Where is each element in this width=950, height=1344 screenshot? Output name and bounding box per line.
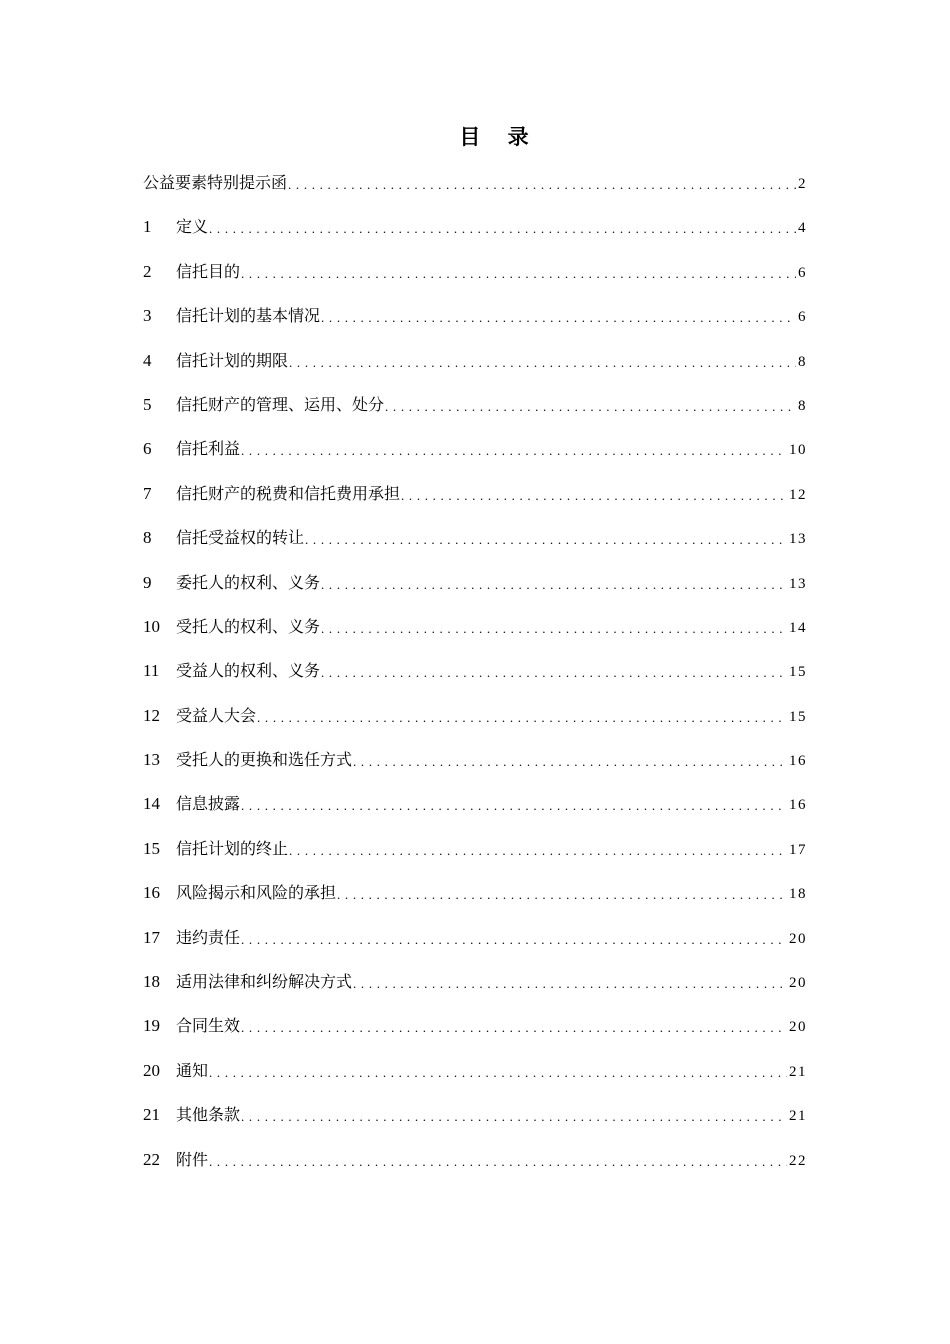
toc-entry-title: 受益人的权利、义务 — [176, 661, 321, 681]
toc-entry-page-number: 14 — [789, 619, 807, 636]
toc-entry[interactable] — [143, 834, 807, 878]
toc-entry[interactable] — [143, 612, 807, 656]
toc-dot-leader — [337, 879, 787, 910]
toc-entry-page-number: 21 — [789, 1108, 807, 1125]
toc-entry-page-number: 2 — [798, 176, 807, 192]
toc-entry-number: 6 — [143, 439, 152, 459]
toc-entry[interactable] — [143, 701, 807, 745]
toc-entry-number: 9 — [143, 572, 152, 592]
toc-entry-page-number: 22 — [789, 1152, 807, 1169]
toc-dot-leader — [353, 746, 787, 777]
toc-entry[interactable] — [143, 212, 807, 256]
toc-entry[interactable] — [143, 1145, 807, 1189]
toc-entry[interactable] — [143, 967, 807, 1011]
toc-entry[interactable] — [143, 301, 807, 345]
toc-entry[interactable] — [143, 1011, 807, 1055]
toc-entry-number: 20 — [143, 1060, 160, 1080]
toc-entry[interactable] — [143, 745, 807, 789]
toc-entry-page-number: 17 — [789, 841, 807, 858]
toc-dot-leader — [241, 790, 787, 821]
toc-entry-title: 违约责任 — [176, 927, 241, 947]
toc-dot-leader — [321, 569, 787, 600]
toc-entry-page-number: 6 — [798, 264, 807, 281]
toc-entry-number: 16 — [143, 883, 160, 903]
toc-entry-number: 3 — [143, 306, 152, 326]
toc-entry-title: 信托财产的管理、运用、处分 — [176, 394, 385, 414]
toc-title: 目 录 — [459, 125, 539, 149]
toc-entry[interactable] — [143, 789, 807, 833]
toc-entry-title: 委托人的权利、义务 — [176, 572, 321, 592]
toc-entry-number: 2 — [143, 261, 152, 281]
toc-dot-leader — [321, 657, 787, 688]
toc-dot-leader — [289, 835, 787, 866]
toc-entry-page-number: 18 — [789, 886, 807, 903]
toc-dot-leader — [353, 968, 787, 999]
toc-dot-leader — [321, 613, 787, 644]
toc-entry-number: 11 — [143, 661, 160, 681]
toc-entry-page-number: 20 — [789, 975, 807, 992]
toc-entry-page-number: 4 — [798, 220, 807, 237]
toc-entry-page-number: 12 — [789, 486, 807, 503]
toc-dot-leader — [241, 435, 787, 466]
toc-entry-page-number: 16 — [789, 753, 807, 770]
toc-entry-number: 7 — [143, 483, 152, 503]
toc-entry-title: 通知 — [176, 1060, 209, 1080]
toc-entry[interactable] — [143, 479, 807, 523]
toc-entry[interactable] — [143, 1056, 807, 1100]
toc-entry[interactable] — [143, 656, 807, 700]
toc-entry-title: 信托目的 — [176, 261, 241, 281]
toc-dot-leader — [288, 169, 796, 200]
toc-entry-title: 信托计划的期限 — [176, 350, 289, 370]
toc-entry-number: 18 — [143, 972, 160, 992]
toc-dot-leader — [289, 347, 796, 378]
toc-entry-title: 信托受益权的转让 — [176, 528, 305, 548]
toc-entry-number: 14 — [143, 794, 160, 814]
toc-entry[interactable] — [143, 390, 807, 434]
toc-entry[interactable] — [143, 523, 807, 567]
toc-entry-page-number: 20 — [789, 930, 807, 947]
toc-entry-title: 其他条款 — [176, 1105, 241, 1125]
toc-entry-page-number: 16 — [789, 797, 807, 814]
toc-entry-title: 受托人的权利、义务 — [176, 616, 321, 636]
toc-entry-number: 4 — [143, 350, 152, 370]
toc-entry-number: 13 — [143, 750, 160, 770]
toc-entry-page-number: 21 — [789, 1063, 807, 1080]
toc-entry-title: 信托财产的税费和信托费用承担 — [176, 483, 401, 503]
toc-entry-number: 15 — [143, 838, 160, 858]
toc-dot-leader — [385, 391, 796, 422]
toc-entry-page-number: 15 — [789, 708, 807, 725]
toc-entry-number: 19 — [143, 1016, 160, 1036]
toc-entry-number: 21 — [143, 1105, 160, 1125]
toc-dot-leader — [401, 480, 787, 511]
toc-dot-leader — [321, 302, 796, 333]
toc-entry-title: 信托利益 — [176, 439, 241, 459]
toc-entry-page-number: 15 — [789, 664, 807, 681]
toc-entry-title: 信息披露 — [176, 794, 241, 814]
toc-entry-number: 12 — [143, 705, 160, 725]
toc-dot-leader — [241, 258, 796, 289]
toc-entry-number: 1 — [143, 217, 152, 237]
toc-entry-number: 22 — [143, 1149, 160, 1169]
toc-entry-page-number: 8 — [798, 353, 807, 370]
toc-entry-title: 信托计划的终止 — [176, 838, 289, 858]
toc-entry[interactable] — [143, 257, 807, 301]
toc-entry-title: 风险揭示和风险的承担 — [176, 883, 337, 903]
toc-entry[interactable] — [143, 346, 807, 390]
toc-dot-leader — [241, 1012, 787, 1043]
toc-entry-page-number: 13 — [789, 531, 807, 548]
toc-dot-leader — [209, 1057, 787, 1088]
toc-entry[interactable] — [143, 568, 807, 612]
toc-entry-title: 适用法律和纠纷解决方式 — [176, 972, 353, 992]
toc-entry-page-number: 20 — [789, 1019, 807, 1036]
toc-entry[interactable] — [143, 878, 807, 922]
toc-entry-page-number: 8 — [798, 397, 807, 414]
toc-entry-page-number: 10 — [789, 442, 807, 459]
toc-entry-page-number: 6 — [798, 309, 807, 326]
toc-entry[interactable] — [143, 923, 807, 967]
toc-dot-leader — [241, 924, 787, 955]
toc-entry-title: 受益人大会 — [176, 705, 257, 725]
toc-entry-number: 10 — [143, 616, 160, 636]
toc-entry-page-number: 13 — [789, 575, 807, 592]
toc-dot-leader — [241, 1101, 787, 1132]
toc-entry[interactable] — [143, 1100, 807, 1144]
toc-list — [143, 168, 807, 1189]
toc-entry-title: 定义 — [176, 217, 209, 237]
toc-entry[interactable] — [143, 434, 807, 478]
toc-entry-number: 17 — [143, 927, 160, 947]
toc-dot-leader — [305, 524, 787, 555]
toc-entry-title: 公益要素特别提示函 — [143, 173, 288, 192]
toc-dot-leader — [257, 702, 787, 733]
toc-entry-title: 信托计划的基本情况 — [176, 306, 321, 326]
toc-entry[interactable] — [143, 168, 807, 212]
toc-entry-title: 受托人的更换和选任方式 — [176, 750, 353, 770]
toc-entry-title: 合同生效 — [176, 1016, 241, 1036]
toc-dot-leader — [209, 213, 796, 244]
toc-entry-title: 附件 — [176, 1149, 209, 1169]
toc-entry-number: 8 — [143, 528, 152, 548]
toc-dot-leader — [209, 1146, 787, 1177]
toc-entry-number: 5 — [143, 394, 152, 414]
